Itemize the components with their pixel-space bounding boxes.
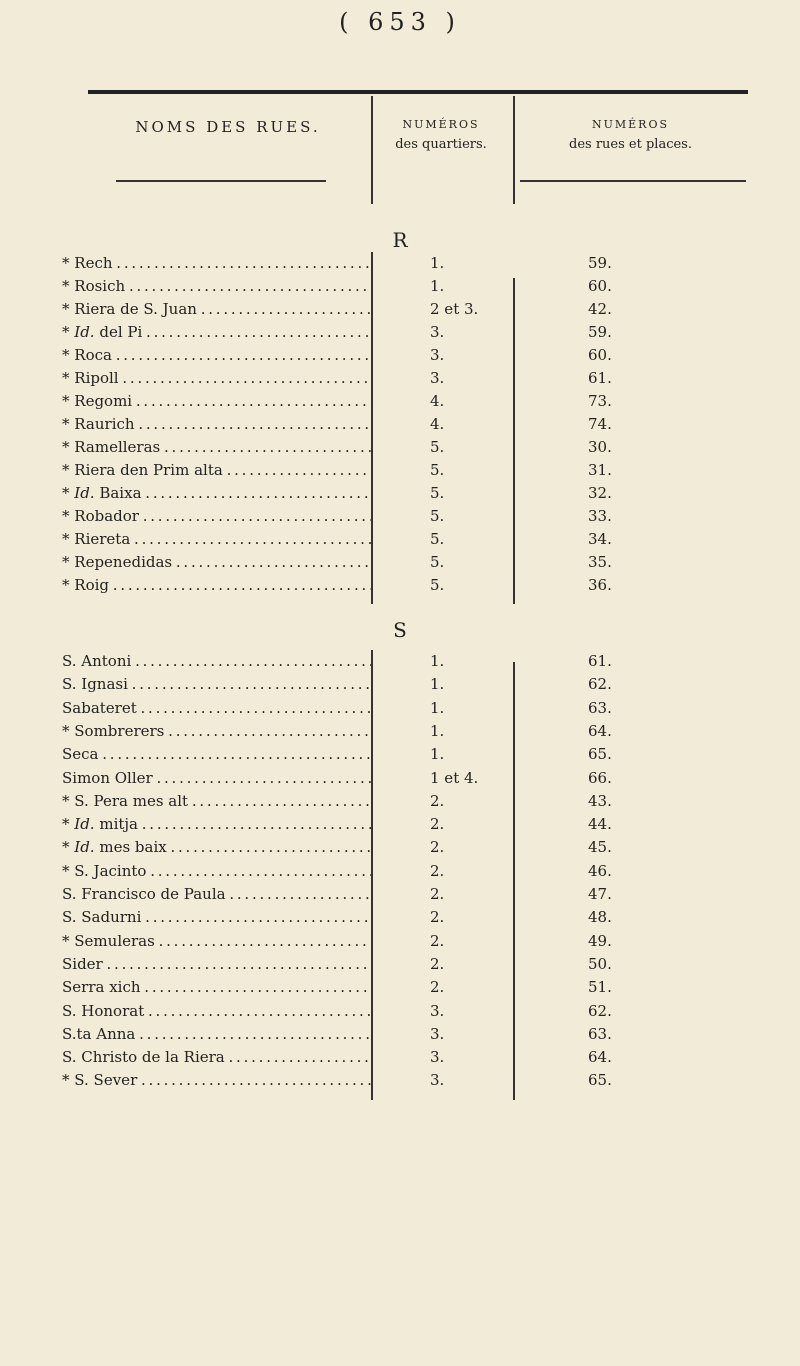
quarter-number: 3.: [430, 1001, 445, 1020]
street-prefix: Id.: [74, 838, 95, 857]
table-row: [62, 321, 742, 344]
table-row: [62, 390, 742, 413]
header-divider-1: [371, 96, 373, 204]
table-row: [62, 673, 742, 696]
asterisk-marker: *: [62, 721, 75, 740]
street-name: [62, 252, 372, 275]
quarter-number: 1.: [430, 721, 445, 740]
street-name: [62, 390, 372, 413]
street-label: Sider: [62, 954, 103, 973]
place-number: 66.: [588, 768, 612, 787]
street-label: Raurich: [74, 415, 135, 433]
street-name: [62, 743, 372, 766]
table-row: [62, 836, 742, 859]
table-row: [62, 252, 742, 275]
quarter-number: 1.: [430, 745, 445, 764]
quarter-number: 2.: [430, 885, 445, 903]
place-number: 74.: [588, 415, 612, 433]
quarter-number: 2.: [430, 954, 445, 973]
place-number: 31.: [588, 461, 612, 479]
street-name: [62, 551, 372, 574]
quarter-number: 4.: [430, 415, 445, 433]
street-name: [62, 1069, 372, 1092]
table-row: [62, 1000, 742, 1023]
street-label: mitja: [94, 815, 138, 834]
street-name: [62, 505, 372, 528]
asterisk-marker: *: [62, 861, 75, 880]
quarter-number: 2.: [430, 791, 445, 810]
street-name: [62, 275, 372, 298]
street-label: Riera de S. Juan: [74, 300, 197, 318]
table-row: [62, 953, 742, 976]
street-prefix: Id.: [74, 484, 95, 502]
street-name: [62, 1023, 372, 1046]
street-label: Roca: [74, 346, 112, 364]
asterisk-marker: *: [62, 931, 75, 950]
place-number: 46.: [588, 861, 612, 880]
asterisk-marker: *: [62, 254, 75, 272]
street-label: Rech: [74, 254, 113, 272]
header-quarter-numbers: [371, 96, 511, 226]
place-number: 50.: [588, 954, 612, 973]
asterisk-marker: *: [62, 346, 75, 364]
street-name: [62, 767, 372, 790]
street-label: Semuleras: [74, 931, 155, 950]
street-name: [62, 436, 372, 459]
street-label: Sombrerers: [74, 721, 165, 740]
asterisk-marker: *: [62, 369, 75, 387]
quarter-number: 5.: [430, 461, 445, 479]
street-name: [62, 528, 372, 551]
asterisk-marker: *: [62, 277, 75, 295]
header-place-subtitle: des rues et places.: [569, 137, 692, 152]
street-name: [62, 650, 372, 673]
street-label: S. Pera mes alt: [74, 791, 189, 810]
table-row: [62, 860, 742, 883]
place-number: 73.: [588, 392, 612, 410]
street-label: mes baix: [94, 838, 167, 857]
quarter-number: 5.: [430, 553, 445, 571]
street-name: [62, 976, 372, 999]
street-name: [62, 459, 372, 482]
header-street-names: NOMS DES RUES.: [135, 118, 321, 136]
table-row: [62, 1023, 742, 1046]
place-number: 44.: [588, 815, 612, 834]
place-number: 49.: [588, 931, 612, 950]
place-number: 60.: [588, 277, 612, 295]
street-label: Ramelleras: [74, 438, 161, 456]
street-label: Ripoll: [74, 369, 119, 387]
asterisk-marker: *: [62, 323, 75, 341]
street-name: [62, 673, 372, 696]
asterisk-marker: *: [62, 300, 75, 318]
street-name: [62, 836, 372, 859]
table-row: [62, 743, 742, 766]
asterisk-marker: *: [62, 1071, 75, 1090]
place-number: 47.: [588, 885, 612, 903]
table-row: [62, 344, 742, 367]
place-number: 61.: [588, 652, 612, 670]
place-number: 43.: [588, 791, 612, 810]
place-number: 65.: [588, 745, 612, 764]
section-letter-s: S: [393, 618, 407, 642]
quarter-number: 1.: [430, 277, 445, 295]
table-row: [62, 574, 742, 597]
street-label: S.ta Anna: [62, 1024, 136, 1043]
header-divider-2: [513, 96, 515, 204]
street-name: [62, 860, 372, 883]
street-label: Serra xich: [62, 978, 141, 997]
street-name: [62, 883, 372, 906]
place-number: 60.: [588, 346, 612, 364]
street-name: [62, 906, 372, 929]
quarter-number: 3.: [430, 1024, 445, 1043]
quarter-number: 1.: [430, 652, 445, 670]
asterisk-marker: *: [62, 461, 75, 479]
street-label: Seca: [62, 745, 99, 764]
quarter-number: 3.: [430, 369, 445, 387]
street-name: [62, 321, 372, 344]
asterisk-marker: *: [62, 415, 75, 433]
street-label: Roig: [74, 576, 110, 594]
place-number: 34.: [588, 530, 612, 548]
quarter-number: 4.: [430, 392, 445, 410]
asterisk-marker: *: [62, 838, 75, 857]
street-label: Robador: [74, 507, 139, 525]
table-row: [62, 275, 742, 298]
place-number: 59.: [588, 254, 612, 272]
header-bottom-rule-2: [520, 180, 746, 182]
street-label: S. Christo de la Riera: [62, 1048, 225, 1067]
asterisk-marker: *: [62, 438, 75, 456]
quarter-number: 1.: [430, 254, 445, 272]
table-row: [62, 767, 742, 790]
header-place-title: NUMÉROS: [591, 118, 670, 131]
street-name: [62, 790, 372, 813]
table-row: [62, 413, 742, 436]
header-top-rule: [88, 90, 748, 94]
quarter-number: 2 et 3.: [430, 300, 479, 318]
page-number: ( 653 ): [339, 8, 461, 36]
place-number: 61.: [588, 369, 612, 387]
street-name: [62, 930, 372, 953]
header-quarter-subtitle: des quartiers.: [395, 137, 487, 152]
street-label: Regomi: [74, 392, 133, 410]
table-row: [62, 505, 742, 528]
place-number: 62.: [588, 675, 612, 694]
street-name: [62, 367, 372, 390]
quarter-number: 2.: [430, 861, 445, 880]
quarter-number: 3.: [430, 1071, 445, 1090]
street-label: S. Francisco de Paula: [62, 885, 226, 903]
table-row: [62, 813, 742, 836]
street-label: Rosich: [74, 277, 126, 295]
asterisk-marker: *: [62, 507, 75, 525]
place-number: 64.: [588, 721, 612, 740]
quarter-number: 2.: [430, 815, 445, 834]
street-label: del Pi: [94, 323, 143, 341]
section-s-divider-2: [513, 662, 515, 1100]
place-number: 33.: [588, 507, 612, 525]
street-name: [62, 720, 372, 743]
asterisk-marker: *: [62, 553, 75, 571]
table-row: [62, 482, 742, 505]
quarter-number: 5.: [430, 484, 445, 502]
asterisk-marker: *: [62, 392, 75, 410]
place-number: 63.: [588, 698, 612, 717]
street-label: S. Honorat: [62, 1001, 145, 1020]
street-label: Sabateret: [62, 698, 137, 717]
place-number: 63.: [588, 1024, 612, 1043]
place-number: 59.: [588, 323, 612, 341]
place-number: 65.: [588, 1071, 612, 1090]
table-row: [62, 528, 742, 551]
street-label: S. Jacinto: [74, 861, 147, 880]
table-row: [62, 298, 742, 321]
street-name: [62, 953, 372, 976]
table-header: [88, 96, 748, 204]
place-number: 48.: [588, 908, 612, 927]
street-name: [62, 1000, 372, 1023]
section-r-divider-1: [371, 252, 373, 604]
section-r-divider-2: [513, 278, 515, 604]
place-number: 30.: [588, 438, 612, 456]
table-row: [62, 367, 742, 390]
quarter-number: 2.: [430, 838, 445, 857]
asterisk-marker: *: [62, 815, 75, 834]
asterisk-marker: *: [62, 791, 75, 810]
place-number: 45.: [588, 838, 612, 857]
table-row: [62, 1069, 742, 1092]
asterisk-marker: *: [62, 484, 75, 502]
street-label: Repenedidas: [74, 553, 173, 571]
quarter-number: 3.: [430, 1048, 445, 1067]
street-name: [62, 413, 372, 436]
street-name: [62, 574, 372, 597]
place-number: 42.: [588, 300, 612, 318]
street-label: Riereta: [74, 530, 131, 548]
quarter-number: 2.: [430, 978, 445, 997]
table-row: [62, 976, 742, 999]
place-number: 64.: [588, 1048, 612, 1067]
table-row: [62, 720, 742, 743]
street-name: [62, 482, 372, 505]
quarter-number: 2.: [430, 931, 445, 950]
quarter-number: 3.: [430, 323, 445, 341]
quarter-number: 1.: [430, 698, 445, 717]
street-prefix: Id.: [74, 815, 95, 834]
quarter-number: 3.: [430, 346, 445, 364]
place-number: 62.: [588, 1001, 612, 1020]
quarter-number: 5.: [430, 576, 445, 594]
place-number: 32.: [588, 484, 612, 502]
street-label: Riera den Prim alta: [74, 461, 223, 479]
quarter-number: 1 et 4.: [430, 768, 479, 787]
street-name: [62, 298, 372, 321]
street-name: [62, 1046, 372, 1069]
table-row: [62, 650, 742, 673]
street-label: Baixa: [94, 484, 142, 502]
table-row: [62, 930, 742, 953]
table-row: [62, 459, 742, 482]
header-bottom-rule-1: [116, 180, 326, 182]
place-number: 36.: [588, 576, 612, 594]
street-name: [62, 697, 372, 720]
street-label: S. Antoni: [62, 652, 132, 670]
quarter-number: 1.: [430, 675, 445, 694]
street-label: S. Sever: [74, 1071, 138, 1090]
table-row: [62, 883, 742, 906]
table-row: [62, 790, 742, 813]
section-letter-r: R: [392, 228, 408, 252]
street-prefix: Id.: [74, 323, 95, 341]
asterisk-marker: *: [62, 530, 75, 548]
street-label: S. Ignasi: [62, 675, 128, 694]
header-place-numbers: [513, 96, 748, 226]
header-quarter-title: NUMÉROS: [402, 118, 480, 131]
place-number: 35.: [588, 553, 612, 571]
table-row: [62, 1046, 742, 1069]
street-label: Simon Oller: [62, 768, 153, 787]
table-row: [62, 906, 742, 929]
quarter-number: 2.: [430, 908, 445, 927]
quarter-number: 5.: [430, 530, 445, 548]
place-number: 51.: [588, 978, 612, 997]
quarter-number: 5.: [430, 507, 445, 525]
quarter-number: 5.: [430, 438, 445, 456]
table-row: [62, 436, 742, 459]
street-label: S. Sadurni: [62, 908, 142, 927]
street-name: [62, 344, 372, 367]
street-name: [62, 813, 372, 836]
table-row: [62, 697, 742, 720]
asterisk-marker: *: [62, 576, 75, 594]
table-row: [62, 551, 742, 574]
section-s-divider-1: [371, 650, 373, 1100]
